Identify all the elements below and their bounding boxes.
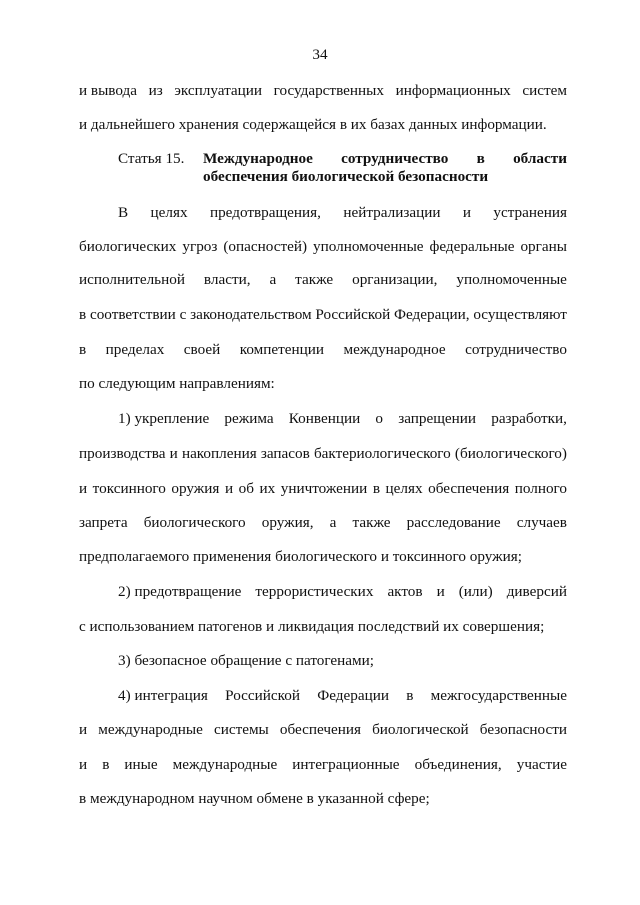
item-4-line-2 [79,721,567,739]
item-1-line-4 [79,514,567,532]
word: в [102,756,110,773]
word: своей [183,341,221,358]
word: расследование [406,514,501,531]
word: интеграционные [292,756,400,773]
item-4-line-3 [79,756,567,774]
body-line-5 [79,341,567,359]
word: В [118,204,129,221]
word: Конвенции [288,410,361,427]
word: федеральные [429,238,515,255]
word: с [179,306,187,323]
word: и [169,445,178,462]
word: биологического [143,514,246,531]
word: международное [343,341,446,358]
word: 4) интеграция [118,687,208,704]
word: Российской [315,306,391,323]
word: оружия, [261,514,314,531]
word: угроз [182,238,218,255]
word: режима [224,410,274,427]
word: уполномоченные [456,271,567,288]
body-line-1 [118,204,567,222]
word: уполномоченные [313,238,424,255]
word: власти, [203,271,251,288]
word: Федерации, [394,306,470,323]
article-title-line-2: обеспечения биологической безопасности [203,168,489,185]
word: системы [213,721,269,738]
word: межгосударственные [430,687,567,704]
word: 1) укрепление [118,410,210,427]
word: запасов [260,445,310,462]
item-4-line-4: в международном научном обмене в указанной сфере; [79,790,430,807]
word: организации, [352,271,438,288]
word: исполнительной [79,271,185,288]
word: предотвращения, [209,204,321,221]
word: диверсий [506,583,567,600]
item-4-line-1 [118,687,567,705]
word: запрета [79,514,128,531]
word: в соответствии [79,306,176,323]
word: биологических [79,238,177,255]
word: нейтрализации [343,204,441,221]
body-line-2 [79,238,567,256]
word: иные [124,756,158,773]
word: уничтожении [280,480,368,497]
word: (или) [458,583,493,600]
word: биологической [372,721,469,738]
word: а [329,514,337,531]
item-2-line-2: с использованием патогенов и ликвидация последствий их совершения; [79,618,545,635]
item-3-line-1: 3) безопасное обращение с патогенами; [118,652,374,669]
word: накопления [181,445,257,462]
word: в [79,341,87,358]
word: террористических [255,583,374,600]
intro-line-1 [79,82,567,100]
word: случаев [516,514,567,531]
article-title-line-1 [203,150,567,168]
word: осуществляют [473,306,567,323]
word: и [436,583,445,600]
word: компетенции [239,341,325,358]
word: пределах [105,341,165,358]
word: производства [79,445,166,462]
word: и [224,480,234,497]
item-1-line-1 [118,410,567,428]
word: и [462,204,471,221]
word: запрещении [398,410,477,427]
word: Российской [225,687,300,704]
word: целях [150,204,188,221]
word: оружия [171,480,220,497]
word: (биологического) [454,445,567,462]
word: разработки, [491,410,567,427]
word: органы [520,238,567,255]
word: токсинного [92,480,166,497]
word: и [79,480,88,497]
word: и [79,721,88,738]
article-label: Статья 15. [118,150,185,167]
word: обеспечения [279,721,361,738]
word: международные [98,721,203,738]
word: о [375,410,384,427]
item-2-line-1 [118,583,567,601]
body-line-3 [79,271,567,289]
word: систем [522,82,567,99]
word: (опасностей) [223,238,308,255]
word: в [476,150,485,167]
word: целях [385,480,423,497]
word: обеспечения [428,480,510,497]
word: Международное [203,150,313,167]
page-number: 34 [312,46,328,63]
word: эксплуатации [174,82,263,99]
word: сотрудничество [341,150,449,167]
word: бактериологического [313,445,451,462]
word: также [352,514,391,531]
word: 2) предотвращение [118,583,242,600]
word: Федерации [317,687,389,704]
word: также [295,271,334,288]
word: законодательством [190,306,312,323]
word: в [372,480,380,497]
word: а [269,271,277,288]
word: в [406,687,414,704]
word: и вывода [79,82,137,99]
word: устранения [493,204,567,221]
body-line-6: по следующим направлениям: [79,375,275,392]
item-1-line-5: предполагаемого применения биологического и токсинного оружия; [79,548,522,565]
word: области [513,150,567,167]
word: международные [172,756,278,773]
word: информационных [395,82,511,99]
word: государственных [273,82,384,99]
word: актов [387,583,423,600]
word: сотрудничество [465,341,567,358]
word: участие [516,756,567,773]
word: безопасности [479,721,567,738]
word: полного [514,480,567,497]
word: об [238,480,254,497]
item-1-line-3 [79,480,567,498]
word: объединения, [414,756,502,773]
word: их [259,480,276,497]
body-line-4 [79,306,567,324]
item-1-line-2 [79,445,567,463]
intro-line-2: и дальнейшего хранения содержащейся в их базах данных информации. [79,116,547,133]
word: и [79,756,88,773]
word: из [148,82,163,99]
